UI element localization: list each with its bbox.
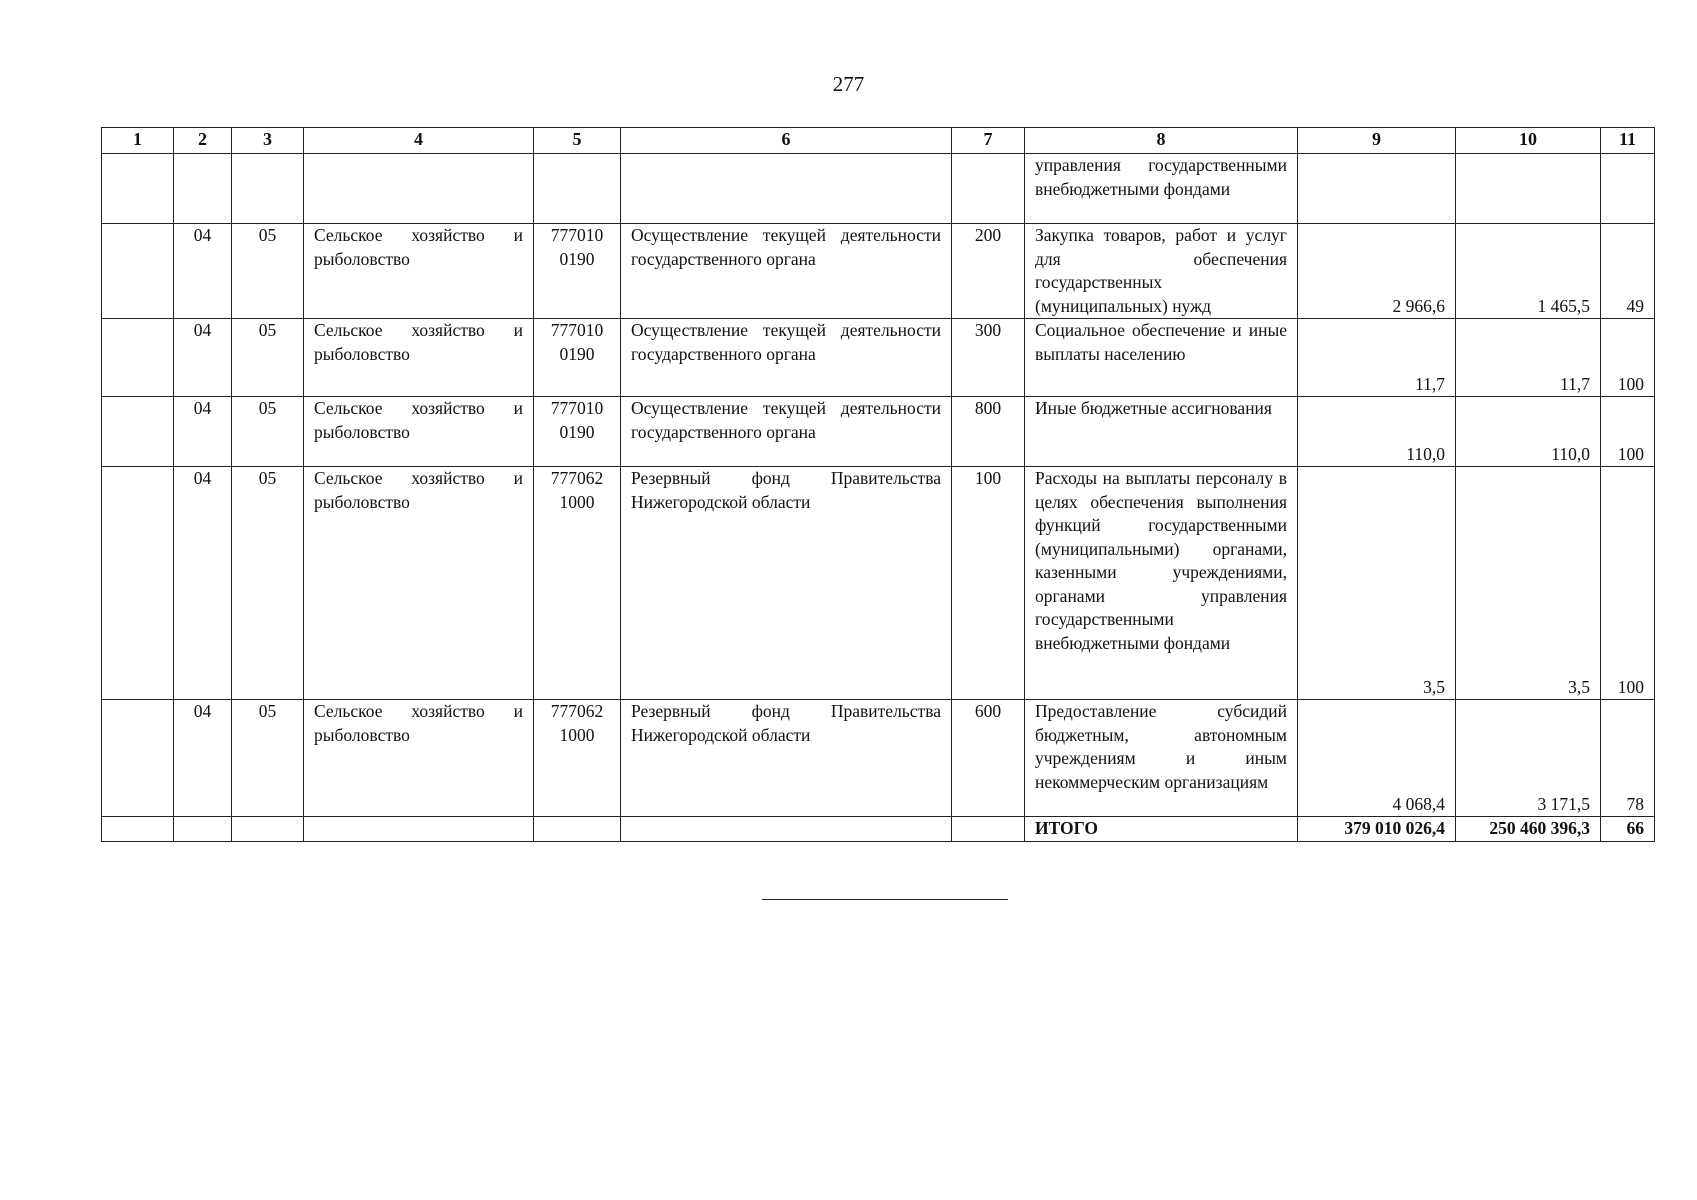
column-header-7: 7 — [952, 128, 1025, 154]
cell-col-11: 100 — [1601, 467, 1655, 700]
cell-col-1 — [102, 397, 174, 467]
cell-col-2: 04 — [174, 224, 232, 319]
column-header-10: 10 — [1456, 128, 1601, 154]
cell-col-8: управления государственными внебюджетными фондами — [1025, 154, 1298, 224]
table-row — [102, 467, 1655, 700]
cell-col-11: 49 — [1601, 224, 1655, 319]
cell-col-9: 3,5 — [1298, 467, 1456, 700]
cell-col-3: 05 — [232, 224, 304, 319]
cell-col-7: 300 — [952, 319, 1025, 397]
column-header-2: 2 — [174, 128, 232, 154]
total-row — [102, 817, 1655, 842]
header-row — [102, 128, 1655, 154]
cell-col-4: Сельское хозяйство и рыболовство — [304, 224, 534, 319]
total-empty-cell — [534, 817, 621, 842]
cell-col-5: 777010 0190 — [534, 319, 621, 397]
cell-col-5 — [534, 154, 621, 224]
total-empty-cell — [304, 817, 534, 842]
total-empty-cell — [102, 817, 174, 842]
total-empty-cell — [621, 817, 952, 842]
cell-col-9: 2 966,6 — [1298, 224, 1456, 319]
cell-col-5: 777062 1000 — [534, 467, 621, 700]
cell-col-3: 05 — [232, 700, 304, 817]
cell-col-8: Социальное обеспечение и иные выплаты населению — [1025, 319, 1298, 397]
table-row — [102, 154, 1655, 224]
total-empty-cell — [952, 817, 1025, 842]
total-label: ИТОГО — [1025, 817, 1298, 842]
total-col-11: 66 — [1601, 817, 1655, 842]
cell-col-10 — [1456, 154, 1601, 224]
cell-col-6: Осуществление текущей деятельности государственного органа — [621, 224, 952, 319]
cell-col-11: 100 — [1601, 319, 1655, 397]
cell-col-1 — [102, 319, 174, 397]
cell-col-8: Иные бюджетные ассигнования — [1025, 397, 1298, 467]
cell-col-9: 4 068,4 — [1298, 700, 1456, 817]
cell-col-11 — [1601, 154, 1655, 224]
cell-col-6: Резервный фонд Правительства Нижегородской области — [621, 467, 952, 700]
cell-col-7: 600 — [952, 700, 1025, 817]
cell-col-2 — [174, 154, 232, 224]
cell-col-4 — [304, 154, 534, 224]
cell-col-9 — [1298, 154, 1456, 224]
cell-col-10: 110,0 — [1456, 397, 1601, 467]
cell-col-4: Сельское хозяйство и рыболовство — [304, 700, 534, 817]
cell-col-11: 100 — [1601, 397, 1655, 467]
table-row — [102, 319, 1655, 397]
cell-col-2: 04 — [174, 397, 232, 467]
column-header-6: 6 — [621, 128, 952, 154]
table-row — [102, 700, 1655, 817]
cell-col-1 — [102, 154, 174, 224]
end-rule — [762, 899, 1008, 900]
column-header-3: 3 — [232, 128, 304, 154]
cell-col-8: Расходы на выплаты персоналу в целях обеспечения выполнения функций государственными (муниципальными) органами, казенными учреждениями, органами управления государственными внебюджетными фондами — [1025, 467, 1298, 700]
cell-col-3: 05 — [232, 319, 304, 397]
cell-col-8: Предоставление субсидий бюджетным, автономным учреждениям и иным некоммерческим организациям — [1025, 700, 1298, 817]
cell-col-5: 777010 0190 — [534, 224, 621, 319]
cell-col-7: 800 — [952, 397, 1025, 467]
cell-col-6 — [621, 154, 952, 224]
cell-col-2: 04 — [174, 319, 232, 397]
budget-table — [101, 127, 1655, 842]
cell-col-3: 05 — [232, 397, 304, 467]
table-row — [102, 397, 1655, 467]
cell-col-5: 777010 0190 — [534, 397, 621, 467]
cell-col-1 — [102, 700, 174, 817]
cell-col-7: 100 — [952, 467, 1025, 700]
cell-col-1 — [102, 224, 174, 319]
cell-col-4: Сельское хозяйство и рыболовство — [304, 319, 534, 397]
cell-col-4: Сельское хозяйство и рыболовство — [304, 397, 534, 467]
cell-col-1 — [102, 467, 174, 700]
column-header-8: 8 — [1025, 128, 1298, 154]
cell-col-2: 04 — [174, 700, 232, 817]
total-empty-cell — [232, 817, 304, 842]
column-header-5: 5 — [534, 128, 621, 154]
cell-col-3: 05 — [232, 467, 304, 700]
total-col-10: 250 460 396,3 — [1456, 817, 1601, 842]
cell-col-7 — [952, 154, 1025, 224]
total-col-9: 379 010 026,4 — [1298, 817, 1456, 842]
cell-col-5: 777062 1000 — [534, 700, 621, 817]
cell-col-10: 3,5 — [1456, 467, 1601, 700]
cell-col-4: Сельское хозяйство и рыболовство — [304, 467, 534, 700]
cell-col-10: 1 465,5 — [1456, 224, 1601, 319]
cell-col-7: 200 — [952, 224, 1025, 319]
column-header-4: 4 — [304, 128, 534, 154]
cell-col-6: Резервный фонд Правительства Нижегородской области — [621, 700, 952, 817]
cell-col-10: 3 171,5 — [1456, 700, 1601, 817]
total-empty-cell — [174, 817, 232, 842]
cell-col-6: Осуществление текущей деятельности государственного органа — [621, 319, 952, 397]
cell-col-10: 11,7 — [1456, 319, 1601, 397]
cell-col-8: Закупка товаров, работ и услуг для обеспечения государственных (муниципальных) нужд — [1025, 224, 1298, 319]
column-header-11: 11 — [1601, 128, 1655, 154]
cell-col-11: 78 — [1601, 700, 1655, 817]
cell-col-2: 04 — [174, 467, 232, 700]
cell-col-6: Осуществление текущей деятельности государственного органа — [621, 397, 952, 467]
page-number: 277 — [832, 72, 865, 96]
table-row — [102, 224, 1655, 319]
column-header-9: 9 — [1298, 128, 1456, 154]
cell-col-9: 110,0 — [1298, 397, 1456, 467]
cell-col-3 — [232, 154, 304, 224]
column-header-1: 1 — [102, 128, 174, 154]
cell-col-9: 11,7 — [1298, 319, 1456, 397]
